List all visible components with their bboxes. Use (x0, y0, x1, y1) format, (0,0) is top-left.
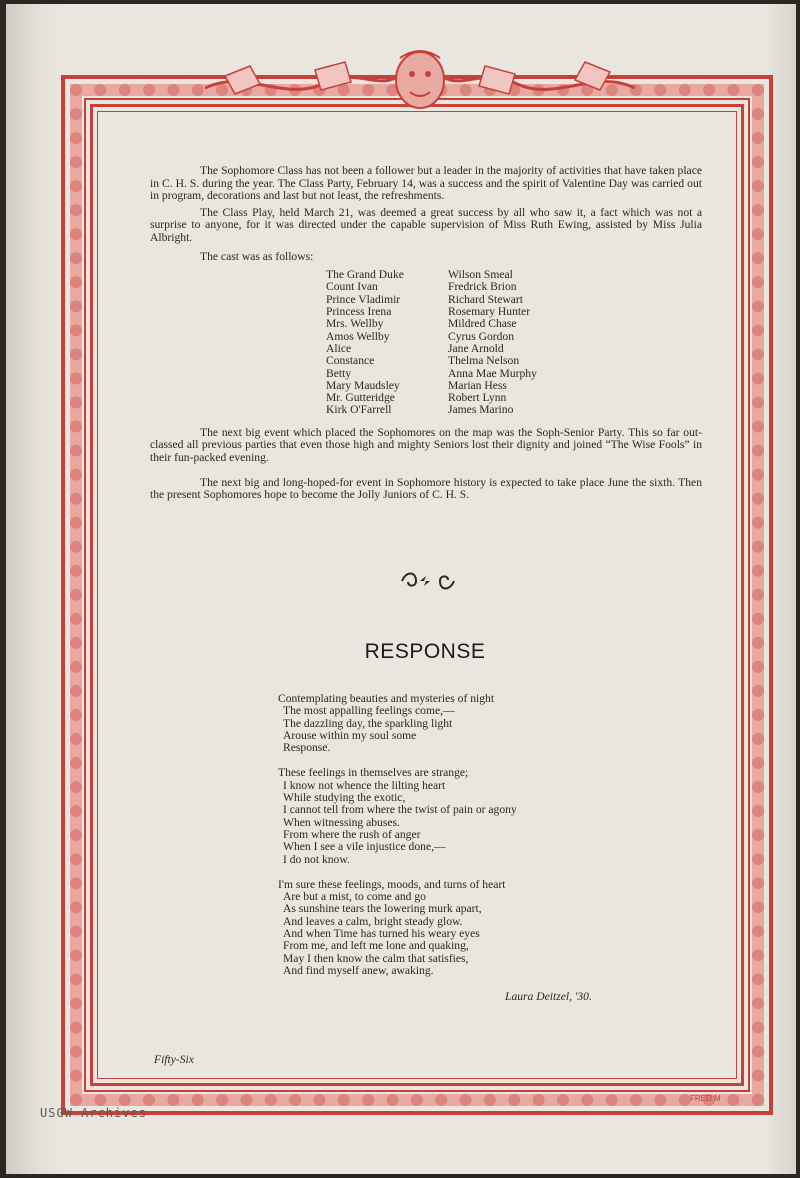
poem-line: From where the rush of anger (283, 827, 421, 841)
page-gutter (6, 4, 64, 1174)
poem-author: Laura Deitzel, '30. (505, 990, 592, 1003)
cast-role: The Grand Duke (326, 268, 404, 282)
cast-role: Constance (326, 354, 375, 368)
poem-line: The dazzling day, the sparkling light (283, 716, 453, 730)
poem-line: I'm sure these feelings, moods, and turns of heart (278, 877, 506, 891)
cast-actor: Cyrus Gordon (448, 329, 515, 343)
article-paragraph: The next big event which placed the Sophomores on the map was the Soph-Senior Party. This so far out-classed all previous parties that even those high and mighty Seniors lost their dignity and joined “The Wise Fools” in their fun-packed evening. (150, 425, 702, 464)
cast-actor: Robert Lynn (448, 391, 507, 405)
cast-actor: Marian Hess (448, 378, 507, 392)
poem-stanza (278, 693, 618, 754)
cast-role: Kirk O'Farrell (326, 403, 392, 417)
poem-line: Contemplating beauties and mysteries of night (278, 692, 495, 705)
cast-role: Princess Irena (326, 305, 392, 319)
poem-line: When witnessing abuses. (283, 815, 400, 829)
cast-actor: Jane Arnold (448, 341, 504, 355)
poem-line: I do not know. (283, 852, 350, 866)
article-paragraph: The Sophomore Class has not been a follower but a leader in the majority of activities that have taken place in C. H. S. during the year. The Class Party, February 14, was a success and the spirit of Valentine Day was carried out in program, decorations and last but not least, the refreshments. (150, 164, 702, 203)
cast-role: Amos Wellby (326, 329, 390, 343)
ribbon-crest-ornament (205, 48, 635, 118)
poem-line: And find myself anew, awaking. (283, 963, 434, 977)
article-paragraph: The Class Play, held March 21, was deemed a great success by all who saw it, a fact which was not a surprise to anyone, for it was directed under the capable supervision of Miss Ruth Ewing, assisted by Miss Julia Albright. (150, 205, 702, 244)
class-history-article (150, 165, 702, 502)
article-paragraph: The next big and long-hoped-for event in Sophomore history is expected to take place June the sixth. Then the present Sophomores hope to become the Jolly Juniors of C. H. S. (150, 475, 702, 502)
cast-actor: Thelma Nelson (448, 354, 520, 368)
poem-line: Arouse within my soul some (283, 728, 417, 742)
poem-stanza (278, 767, 618, 865)
poem-line: I know not whence the lilting heart (283, 778, 446, 792)
poem-line: While studying the exotic, (283, 791, 406, 805)
poem-line: From me, and left me lone and quaking, (283, 939, 469, 953)
poem-line: I cannot tell from where the twist of pain or agony (283, 803, 517, 817)
cast-actor: Mildred Chase (448, 317, 517, 331)
cast-actor: Fredrick Brion (448, 280, 517, 294)
cast-role: Mr. Gutteridge (326, 391, 395, 405)
cast-role: Betty (326, 366, 352, 380)
poem-line: And when Time has turned his weary eyes (283, 927, 480, 941)
cast-role: Alice (326, 341, 352, 355)
poem-line: May I then know the calm that satisfies, (283, 951, 469, 965)
poem-body (278, 693, 618, 990)
poem-line: Are but a mist, to come and go (283, 890, 426, 904)
poem-line: Response. (283, 741, 331, 755)
scroll-ornament-icon (398, 570, 458, 592)
cast-role: Mrs. Wellby (326, 317, 384, 331)
cast-list (326, 269, 702, 417)
cast-role: Mary Maudsley (326, 378, 400, 392)
cast-actor: Anna Mae Murphy (448, 366, 537, 380)
archive-watermark: USGW Archives (40, 1106, 147, 1120)
cast-actor: Richard Stewart (448, 292, 524, 306)
cast-actor: Wilson Smeal (448, 268, 513, 282)
poem-line: As sunshine tears the lowering murk apart, (283, 902, 482, 916)
poem-line: And leaves a calm, bright steady glow. (283, 914, 463, 928)
cast-role: Prince Vladimir (326, 292, 401, 306)
poem-title: RESPONSE (364, 640, 486, 663)
page-number: Fifty-Six (154, 1053, 194, 1066)
cast-role: Count Ivan (326, 280, 378, 294)
poem-line: The most appalling feelings come,— (283, 704, 455, 718)
cast-intro: The cast was as follows: (200, 249, 314, 263)
cast-actor: James Marino (448, 403, 514, 417)
artist-signature: FRED M (690, 1094, 721, 1103)
poem-stanza (278, 879, 618, 977)
poem-line: These feelings in themselves are strange; (278, 766, 469, 780)
poem-line: When I see a vile injustice done,— (283, 840, 446, 854)
cast-actor: Rosemary Hunter (448, 305, 531, 319)
